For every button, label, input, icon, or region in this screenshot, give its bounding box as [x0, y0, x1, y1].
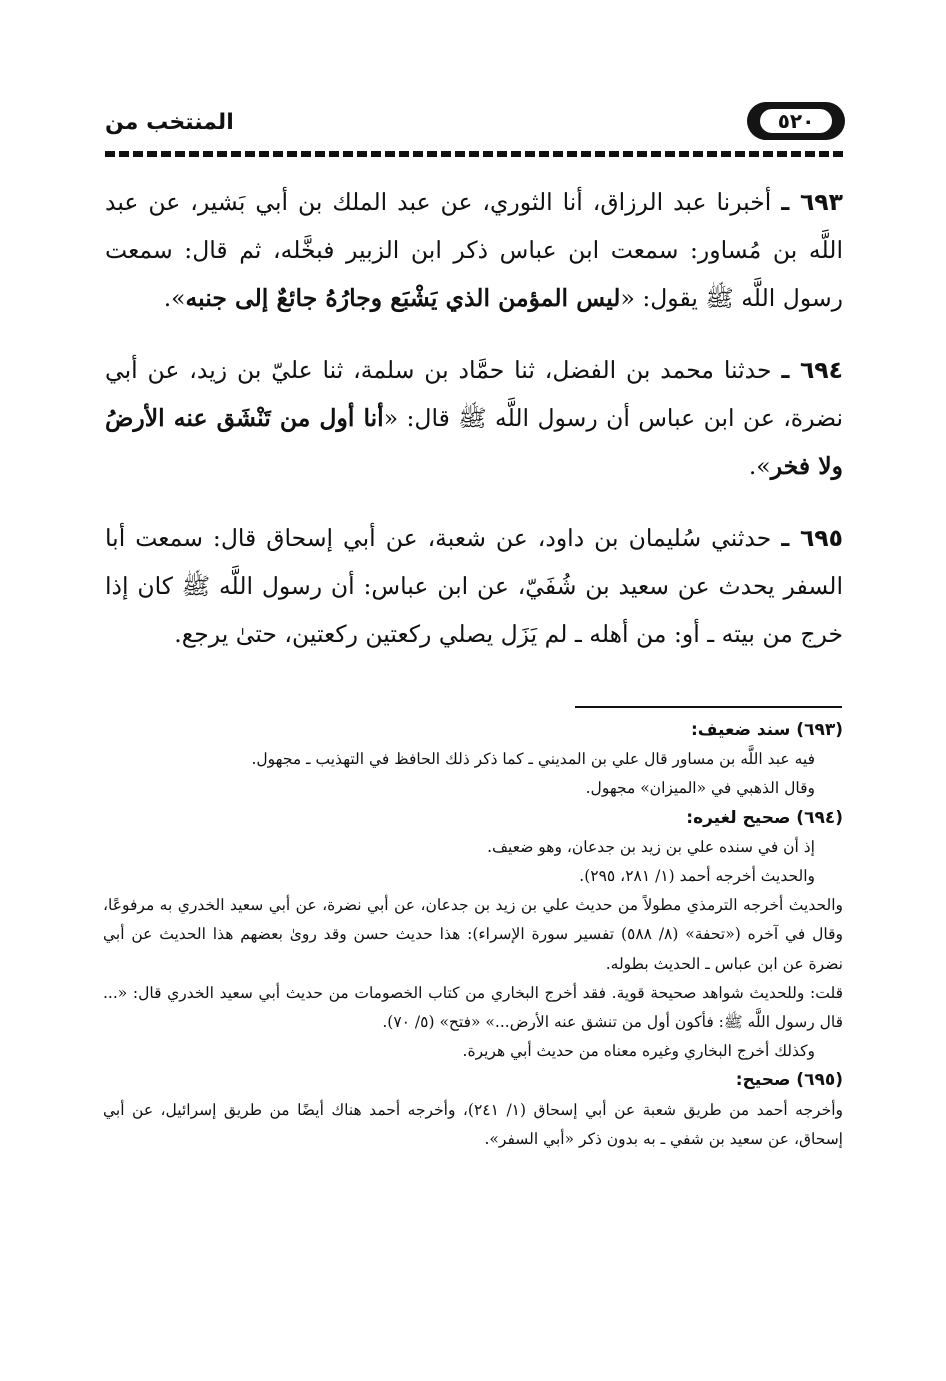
hadith-isnad: حدثنا محمد بن الفضل، ثنا حمَّاد بن سلمة، ثنا عليّ بن زيد، عن أبي نضرة، عن ابن عباس أن رسول اللَّه ﷺ قال: «	[105, 356, 843, 432]
hadith-694	[105, 346, 843, 490]
footnote-paragraph: وأخرجه أحمد من طريق شعبة عن أبي إسحاق (١/ ٢٤١)، وأخرجه أحمد هناك أيضًا من طريق إسرائيل، عن أبي إسحاق، عن سعيد بن شفي ـ به بدون ذكر «أبي السفر».	[103, 1100, 843, 1148]
footnote-694-heading: (٦٩٤) صحيح لغيره:	[686, 807, 843, 828]
header-divider	[105, 151, 845, 157]
footnote-line: والحديث أخرجه أحمد (١/ ٢٨١، ٢٩٥).	[579, 867, 815, 886]
hadith-695	[105, 514, 843, 658]
hadith-closing: ».	[163, 284, 186, 312]
page-number: ٥٢٠	[760, 109, 832, 133]
hadith-693	[105, 178, 843, 322]
hadith-isnad: حدثني سُليمان بن داود، عن شعبة، عن أبي إسحاق قال: سمعت أبا السفر يحدث عن سعيد بن شُفَيّ، عن ابن عباس: أن رسول اللَّه ﷺ كان إذا خرج من بيته ـ أو: من أهله ـ لم يَزَل يصلي ركعتين ركعتين، حتىٰ يرجع.	[105, 524, 843, 648]
footnote-693-heading: (٦٩٣) سند ضعيف:	[690, 720, 843, 740]
footnote-line: فيه عبد اللَّه بن مساور قال علي بن المديني ـ كما ذكر ذلك الحافظ في التهذيب ـ مجهول.	[251, 750, 815, 769]
hadith-matn: أنا أول من تَنْشَق عنه الأرضُ ولا فخر	[105, 404, 843, 480]
footnote-divider	[575, 706, 842, 708]
footnote-line: إذ أن في سنده علي بن زيد بن جدعان، وهو ضعيف.	[487, 837, 815, 856]
hadith-closing: ».	[748, 452, 771, 480]
footnotes	[103, 716, 843, 1154]
hadith-number: ٦٩٣ ـ	[781, 188, 843, 216]
hadith-number: ٦٩٥ ـ	[781, 524, 843, 552]
book-title: المنتخب من	[105, 110, 234, 135]
page-header	[105, 100, 845, 144]
page-number-badge	[747, 102, 845, 140]
hadith-number: ٦٩٤ ـ	[781, 356, 843, 384]
footnote-695-heading: (٦٩٥) صحيح:	[735, 1070, 843, 1091]
footnote-paragraph: قلت: وللحديث شواهد صحيحة قوية. فقد أخرج البخاري من كتاب الخصومات من حديث أبي سعيد الخدري قال: «... قال رسول اللَّه ﷺ: فأكون أول من تنشق عنه الأرض...» «فتح» (٥/ ٧٠).	[103, 983, 843, 1032]
footnote-line: وكذلك أخرج البخاري وغيره معناه من حديث أبي هريرة.	[462, 1042, 815, 1061]
hadith-matn: ليس المؤمن الذي يَشْبَع وجارُهُ جائعٌ إلى جنبه	[185, 284, 621, 312]
footnote-paragraph: والحديث أخرجه الترمذي مطولاً من حديث علي بن زيد بن جدعان، عن أبي نضرة، عن أبي سعيد الخدري به مرفوعًا، وقال في آخره («تحفة» (٨/ ٥٨٨) تفسير سورة الإسراء): هذا حديث حسن وقد روىٰ بعضهم هذا الحديث عن أبي نضرة عن ابن عباس ـ الحديث بطوله.	[103, 896, 843, 973]
footnote-line: وقال الذهبي في «الميزان» مجهول.	[585, 779, 815, 798]
hadith-isnad: أخبرنا عبد الرزاق، أنا الثوري، عن عبد الملك بن أبي بَشير، عن عبد اللَّه بن مُساور: سمعت ابن عباس ذكر ابن الزبير فبخَّله، ثم قال: سمعت رسول اللَّه ﷺ يقول: «	[105, 188, 843, 312]
main-text	[105, 178, 843, 682]
